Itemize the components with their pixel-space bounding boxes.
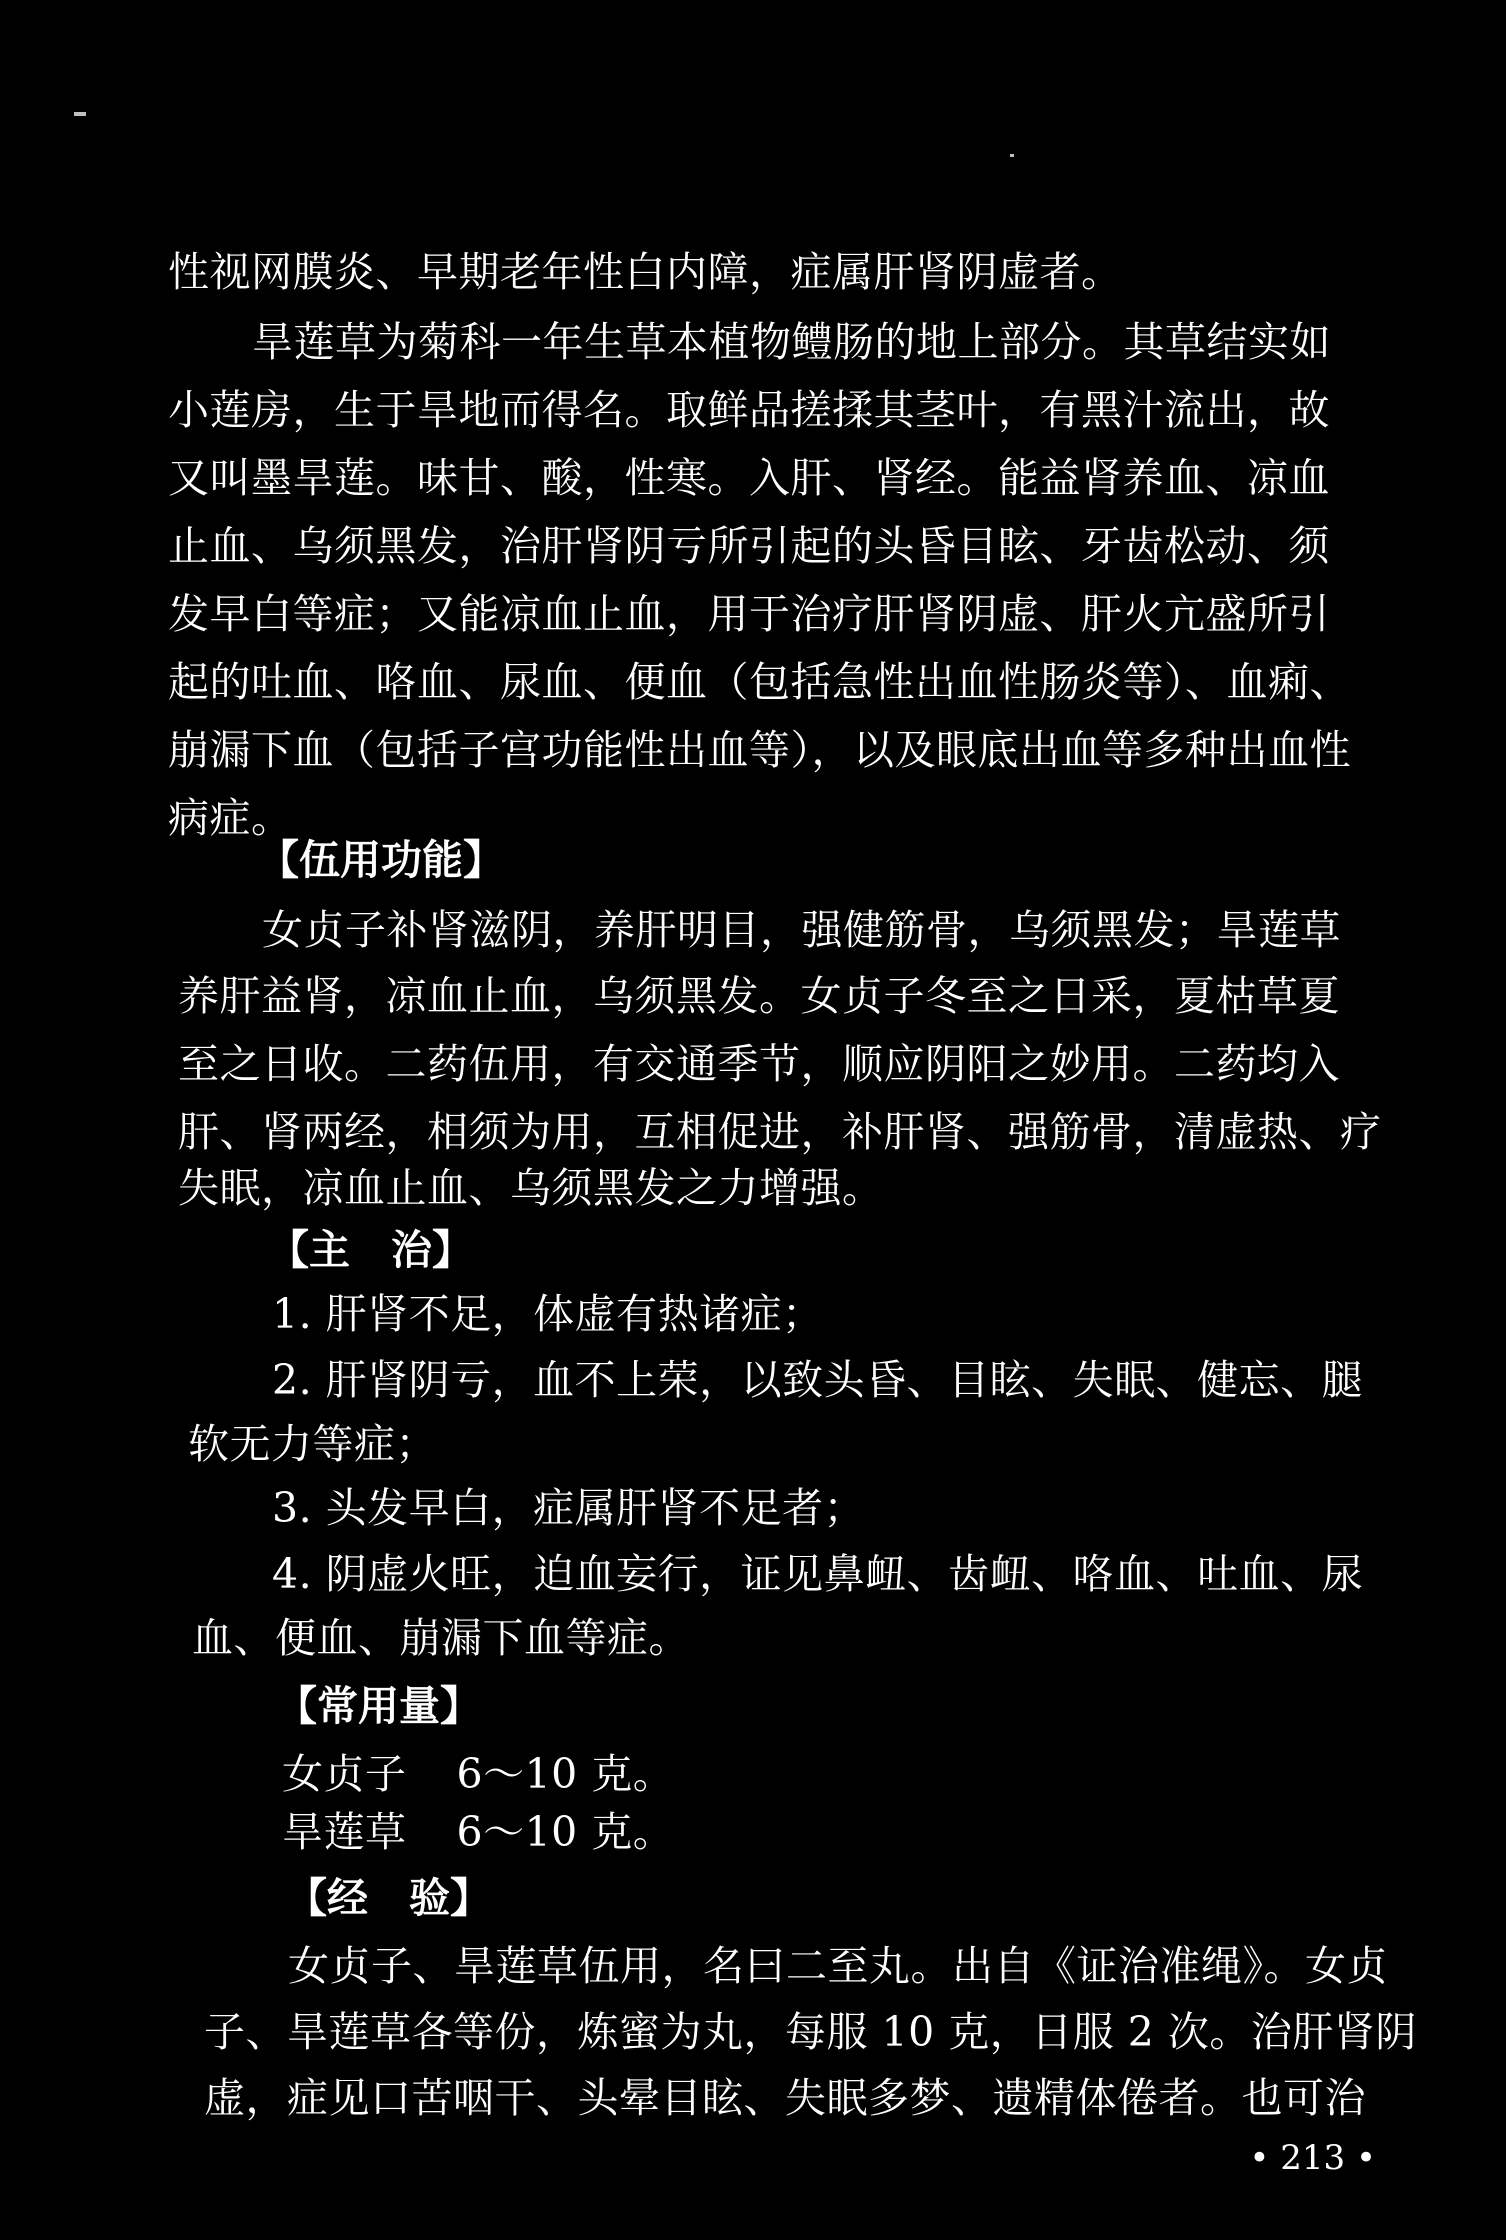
scan-speck	[74, 112, 86, 116]
text-line: 肝、肾两经，相须为用，互相促进，补肝肾、强筋骨，清虚热、疗	[178, 1108, 1382, 1156]
list-item: 2. 肝肾阴亏，血不上荣，以致头昏、目眩、失眠、健忘、腿	[272, 1356, 1364, 1404]
dosage-row	[282, 1750, 674, 1798]
text-line: 又叫墨旱莲。味甘、酸，性寒。入肝、肾经。能益肾养血、凉血	[168, 454, 1330, 502]
text-line: 小莲房，生于旱地而得名。取鲜品搓揉其茎叶，有黑汁流出，故	[168, 386, 1330, 434]
text-line: 发早白等症；又能凉血止血，用于治疗肝肾阴虚、肝火亢盛所引	[168, 590, 1330, 638]
dosage-herb: 女贞子	[282, 1750, 407, 1798]
dosage-herb: 旱莲草	[282, 1808, 407, 1856]
dosage-amount: 6～10 克。	[456, 1750, 675, 1798]
text-line: 旱莲草为菊科一年生草本植物鳢肠的地上部分。其草结实如	[252, 318, 1331, 366]
text-line: 女贞子补肾滋阴，养肝明目，强健筋骨，乌须黑发；旱莲草	[262, 906, 1341, 954]
text-line: 失眠，凉血止血、乌须黑发之力增强。	[178, 1164, 884, 1212]
text-line: 虚，症见口苦咽干、头晕目眩、失眠多梦、遗精体倦者。也可治	[204, 2074, 1366, 2122]
text-line: 崩漏下血（包括子宫功能性出血等），以及眼底出血等多种出血性	[168, 726, 1351, 774]
text-line: 起的吐血、咯血、尿血、便血（包括急性出血性肠炎等）、血痢、	[168, 658, 1351, 706]
list-item-continuation: 软无力等症；	[188, 1420, 437, 1468]
text-line: 子、旱莲草各等份，炼蜜为丸，每服 10 克，日服 2 次。治肝肾阴	[204, 2008, 1417, 2056]
section-heading-experience: 【经 验】	[286, 1874, 491, 1922]
dosage-amount: 6～10 克。	[456, 1808, 675, 1856]
section-heading-indications: 【主 治】	[268, 1226, 473, 1274]
text-line: 至之日收。二药伍用，有交通季节，顺应阴阳之妙用。二药均入	[178, 1040, 1340, 1088]
list-item: 3. 头发早白，症属肝肾不足者；	[272, 1484, 866, 1532]
list-item: 1. 肝肾不足，体虚有热诸症；	[272, 1290, 824, 1338]
list-item-continuation: 血、便血、崩漏下血等症。	[192, 1614, 690, 1662]
page-number: • 213 •	[1249, 2138, 1376, 2178]
dosage-row	[282, 1808, 674, 1856]
text-line: 病症。	[168, 794, 293, 842]
scan-speck	[1010, 154, 1014, 157]
text-line: 止血、乌须黑发，治肝肾阴亏所引起的头昏目眩、牙齿松动、须	[168, 522, 1330, 570]
section-heading-pairing: 【伍用功能】	[258, 836, 504, 884]
text-line: 女贞子、旱莲草伍用，名曰二至丸。出自《证治准绳》。女贞	[288, 1942, 1388, 1990]
text-line: 性视网膜炎、早期老年性白内障，症属肝肾阴虚者。	[168, 248, 1123, 296]
list-item: 4. 阴虚火旺，迫血妄行，证见鼻衄、齿衄、咯血、吐血、尿	[272, 1550, 1364, 1598]
section-heading-dosage: 【常用量】	[276, 1682, 481, 1730]
text-line: 养肝益肾，凉血止血，乌须黑发。女贞子冬至之日采，夏枯草夏	[178, 972, 1340, 1020]
